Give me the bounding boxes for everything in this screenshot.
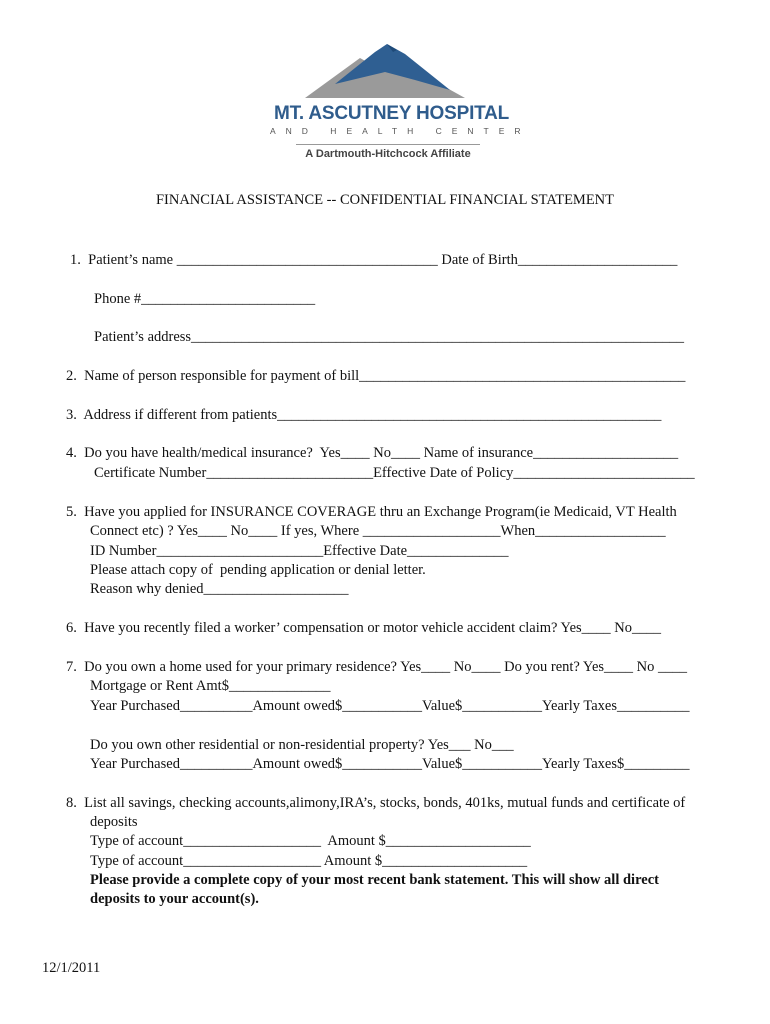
- q7-other-year-line[interactable]: Year Purchased__________Amount owed$___________Value$___________Yearly Taxes$_________: [90, 756, 690, 772]
- q5-connect-line[interactable]: Connect etc) ? Yes____ No____ If yes, Where ___________________When__________________: [90, 523, 666, 539]
- q8-bank-statement-note-2: deposits to your account(s).: [90, 891, 259, 907]
- q4-insurance-line[interactable]: 4. Do you have health/medical insurance? Yes____ No____ Name of insurance____________________: [66, 445, 679, 461]
- logo-divider: [296, 144, 480, 145]
- q5-id-line[interactable]: ID Number_______________________Effective Date______________: [90, 543, 509, 559]
- q7-home-line[interactable]: 7. Do you own a home used for your primary residence? Yes____ No____ Do you rent? Yes____ No ____: [66, 659, 688, 675]
- q7-year-purchased-line[interactable]: Year Purchased__________Amount owed$___________Value$___________Yearly Taxes__________: [90, 698, 690, 714]
- q7-other-property-line[interactable]: Do you own other residential or non-residential property? Yes___ No___: [90, 737, 514, 753]
- footer-date: 12/1/2011: [42, 960, 101, 976]
- q2-responsible-line[interactable]: 2. Name of person responsible for payment of bill_____________________________________________: [66, 368, 686, 384]
- q1-phone-line[interactable]: Phone #________________________: [94, 291, 316, 307]
- q4-certificate-line[interactable]: Certificate Number_______________________Effective Date of Policy_________________________: [94, 465, 695, 481]
- q6-claim-line[interactable]: 6. Have you recently filed a worker’ compensation or motor vehicle accident claim? Yes____ No____: [66, 620, 661, 636]
- q8-account-line-2[interactable]: Type of account___________________ Amount $____________________: [90, 853, 528, 869]
- hospital-name: MT. ASCUTNEY HOSPITAL: [274, 103, 510, 124]
- q1-patient-name-line[interactable]: 1. Patient’s name ____________________________________ Date of Birth______________________: [70, 252, 678, 268]
- q5-reason-line[interactable]: Reason why denied____________________: [90, 581, 349, 597]
- q5-exchange-line: 5. Have you applied for INSURANCE COVERAGE thru an Exchange Program(ie Medicaid, VT Health: [66, 504, 677, 520]
- q5-attach-note: Please attach copy of pending application or denial letter.: [90, 562, 426, 578]
- hospital-logo: [270, 40, 531, 170]
- q8-account-line-1[interactable]: Type of account___________________ Amount $____________________: [90, 833, 531, 849]
- form-title: FINANCIAL ASSISTANCE -- CONFIDENTIAL FINANCIAL STATEMENT: [155, 192, 615, 208]
- q8-deposits-line: deposits: [90, 814, 138, 830]
- q7-mortgage-line[interactable]: Mortgage or Rent Amt$______________: [90, 678, 331, 694]
- mountain-logo-icon: [305, 40, 465, 102]
- q8-bank-statement-note: Please provide a complete copy of your most recent bank statement. This will show all direct: [90, 872, 659, 888]
- q1-address-line[interactable]: Patient’s address____________________________________________________________________: [94, 329, 685, 345]
- q8-list-line: 8. List all savings, checking accounts,alimony,IRA’s, stocks, bonds, 401ks, mutual funds and certificate of: [66, 795, 686, 811]
- hospital-subtitle: AND HEALTH CENTER: [270, 126, 531, 136]
- q3-address-line[interactable]: 3. Address if different from patients_____________________________________________________: [66, 407, 662, 423]
- affiliate-text: A Dartmouth-Hitchcock Affiliate: [305, 148, 471, 160]
